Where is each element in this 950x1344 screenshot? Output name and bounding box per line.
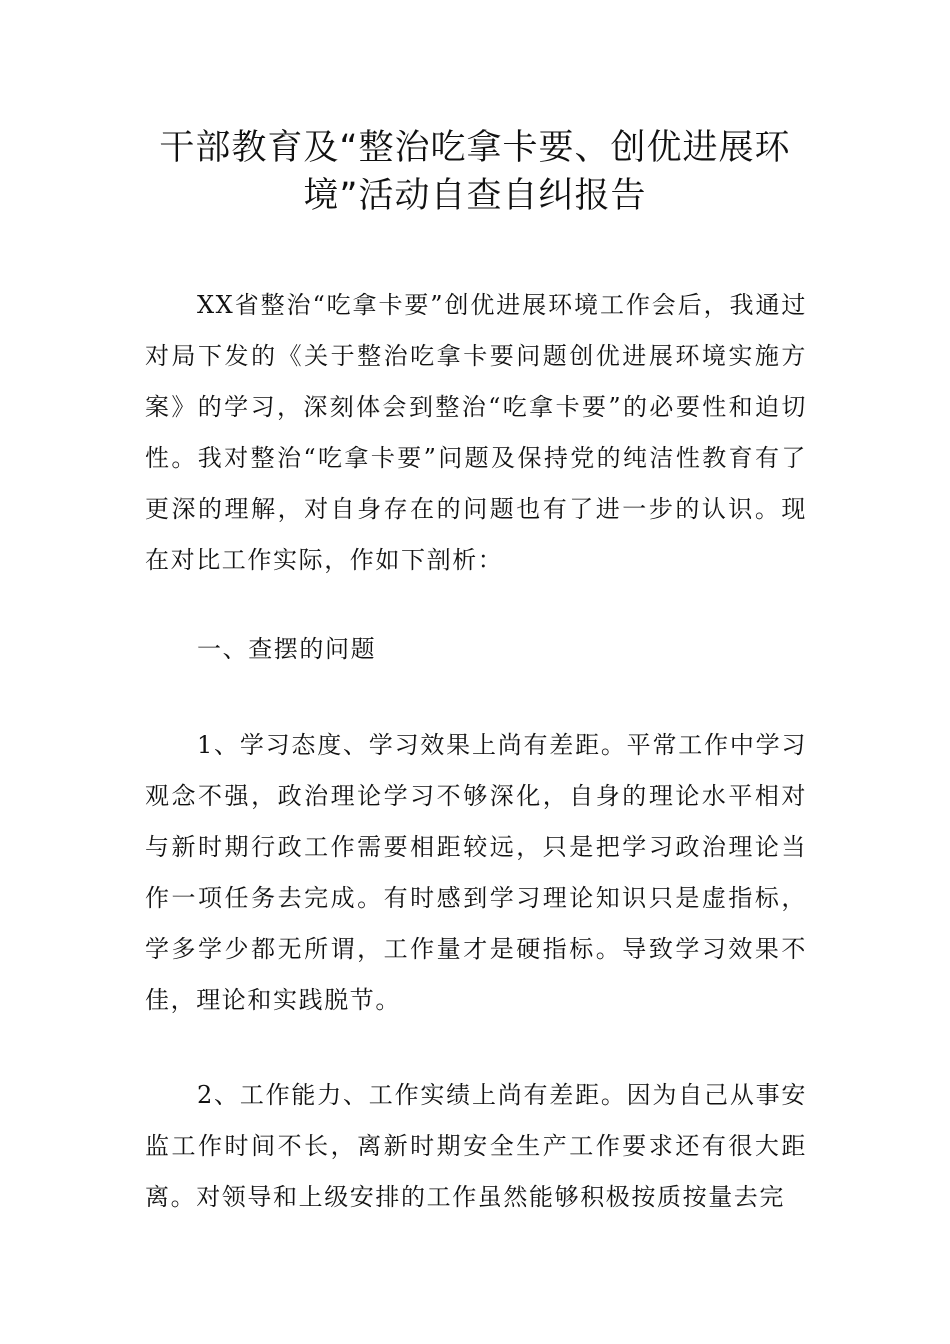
problem-paragraph-2: 2、工作能力、工作实绩上尚有差距。因为自己从事安监工作时间不长，离新时期安全生产工作要求还有很大距离。对领导和上级安排的工作虽然能够积极按质按量去完 [145,1081,807,1211]
section-heading: 一、查摆的问题 [197,635,377,663]
document-title [120,124,830,220]
problem-paragraph-1: 1、学习态度、学习效果上尚有差距。平常工作中学习观念不强，政治理论学习不够深化，自身的理论水平相对与新时期行政工作需要相距较远，只是把学习政治理论当作一项任务去完成。有时感到学习理论知识只是虚指标，学多学少都无所谓，工作量才是硬指标。导致学习效果不佳，理论和实践脱节。 [145,731,807,1014]
title-line-2: 境”活动自查自纠报告 [303,176,647,216]
title-line-1: 干部教育及“整治吃拿卡要、创优进展环 [159,128,791,168]
intro-paragraph: XX省整治“吃拿卡要”创优进展环境工作会后，我通过对局下发的《关于整治吃拿卡要问题创优进展环境实施方案》的学习，深刻体会到整治“吃拿卡要”的必要性和迫切性。我对整治“吃拿卡要”问题及保持党的纯洁性教育有了更深的理解，对自身存在的问题也有了进一步的认识。现在对比工作实际，作如下剖析： [145,291,807,574]
